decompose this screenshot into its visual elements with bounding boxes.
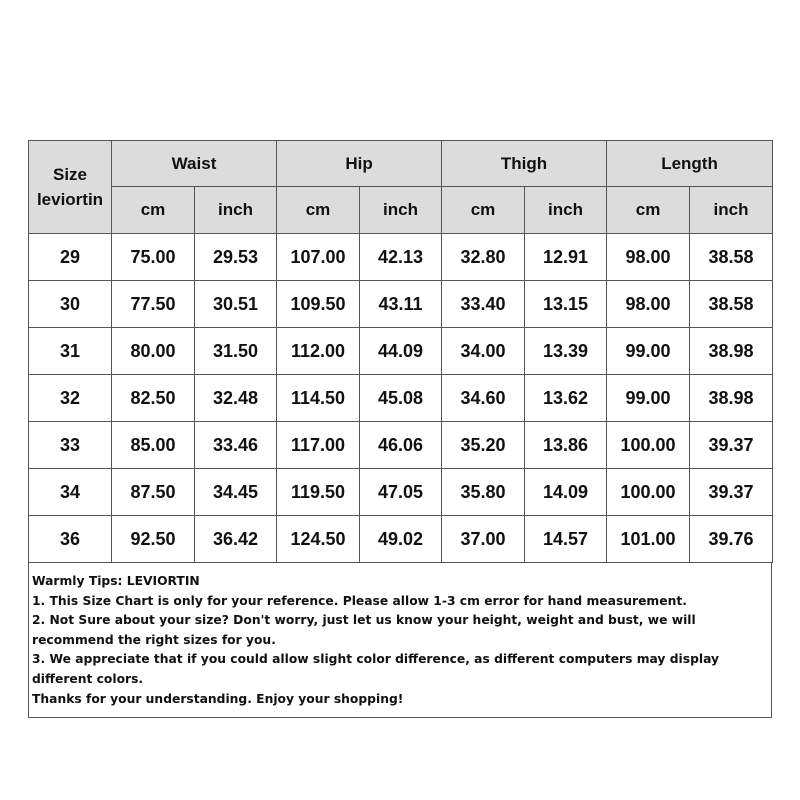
- measurement-cell: 38.98: [690, 328, 773, 375]
- table-row: [29, 234, 773, 281]
- measurement-cell: 92.50: [112, 516, 195, 563]
- unit-header-cm: cm: [442, 187, 525, 234]
- table-row: [29, 516, 773, 563]
- size-chart: [28, 140, 772, 718]
- measurement-cell: 33.46: [195, 422, 277, 469]
- tips-title: Warmly Tips: LEVIORTIN: [32, 574, 200, 588]
- brand-label: leviortin: [36, 190, 104, 209]
- measurement-cell: 114.50: [277, 375, 360, 422]
- tip-line: 2. Not Sure about your size? Don't worry, just let us know your height, weight and bust, we will recommend the right sizes for you.: [32, 613, 696, 647]
- measurement-cell: 35.20: [442, 422, 525, 469]
- measurement-cell: 14.09: [525, 469, 607, 516]
- measurement-cell: 13.62: [525, 375, 607, 422]
- thigh-header: Thigh: [442, 141, 607, 187]
- measurement-cell: 32.48: [195, 375, 277, 422]
- measurement-cell: 98.00: [607, 234, 690, 281]
- size-header-cell: [29, 141, 112, 234]
- table-row: [29, 375, 773, 422]
- measurement-cell: 39.37: [690, 422, 773, 469]
- measurement-cell: 101.00: [607, 516, 690, 563]
- size-table-body: [29, 234, 773, 563]
- measurement-cell: 47.05: [360, 469, 442, 516]
- table-row: [29, 328, 773, 375]
- tip-line: 1. This Size Chart is only for your reference. Please allow 1-3 cm error for hand measurement.: [32, 593, 687, 608]
- measurement-cell: 39.37: [690, 469, 773, 516]
- measurement-cell: 124.50: [277, 516, 360, 563]
- measurement-cell: 29.53: [195, 234, 277, 281]
- waist-header: Waist: [112, 141, 277, 187]
- size-cell: 34: [29, 469, 112, 516]
- size-cell: 31: [29, 328, 112, 375]
- unit-header-inch: inch: [690, 187, 773, 234]
- measurement-cell: 46.06: [360, 422, 442, 469]
- measurement-cell: 33.40: [442, 281, 525, 328]
- measurement-cell: 44.09: [360, 328, 442, 375]
- header-group-row: [29, 141, 773, 187]
- measurement-cell: 31.50: [195, 328, 277, 375]
- table-row: [29, 422, 773, 469]
- tips-box: [28, 563, 772, 718]
- measurement-cell: 42.13: [360, 234, 442, 281]
- measurement-cell: 30.51: [195, 281, 277, 328]
- measurement-cell: 119.50: [277, 469, 360, 516]
- measurement-cell: 77.50: [112, 281, 195, 328]
- measurement-cell: 99.00: [607, 328, 690, 375]
- unit-header-inch: inch: [195, 187, 277, 234]
- measurement-cell: 37.00: [442, 516, 525, 563]
- measurement-cell: 34.00: [442, 328, 525, 375]
- measurement-cell: 13.39: [525, 328, 607, 375]
- measurement-cell: 100.00: [607, 422, 690, 469]
- size-cell: 29: [29, 234, 112, 281]
- measurement-cell: 13.86: [525, 422, 607, 469]
- hip-header: Hip: [277, 141, 442, 187]
- measurement-cell: 87.50: [112, 469, 195, 516]
- length-header: Length: [607, 141, 773, 187]
- measurement-cell: 14.57: [525, 516, 607, 563]
- measurement-cell: 12.91: [525, 234, 607, 281]
- measurement-cell: 85.00: [112, 422, 195, 469]
- measurement-cell: 43.11: [360, 281, 442, 328]
- measurement-cell: 100.00: [607, 469, 690, 516]
- measurement-cell: 82.50: [112, 375, 195, 422]
- size-label: Size: [52, 165, 88, 184]
- measurement-cell: 80.00: [112, 328, 195, 375]
- measurement-cell: 38.58: [690, 281, 773, 328]
- measurement-cell: 75.00: [112, 234, 195, 281]
- unit-header-cm: cm: [277, 187, 360, 234]
- size-cell: 32: [29, 375, 112, 422]
- measurement-cell: 45.08: [360, 375, 442, 422]
- measurement-cell: 112.00: [277, 328, 360, 375]
- unit-header-inch: inch: [360, 187, 442, 234]
- tip-line: 3. We appreciate that if you could allow slight color difference, as different computers may display different colors.: [32, 652, 720, 686]
- measurement-cell: 32.80: [442, 234, 525, 281]
- table-row: [29, 469, 773, 516]
- measurement-cell: 35.80: [442, 469, 525, 516]
- measurement-cell: 34.45: [195, 469, 277, 516]
- header-units-row: [29, 187, 773, 234]
- measurement-cell: 98.00: [607, 281, 690, 328]
- measurement-cell: 38.58: [690, 234, 773, 281]
- measurement-cell: 39.76: [690, 516, 773, 563]
- measurement-cell: 99.00: [607, 375, 690, 422]
- measurement-cell: 13.15: [525, 281, 607, 328]
- measurement-cell: 34.60: [442, 375, 525, 422]
- measurement-cell: 107.00: [277, 234, 360, 281]
- size-cell: 30: [29, 281, 112, 328]
- measurement-cell: 36.42: [195, 516, 277, 563]
- unit-header-inch: inch: [525, 187, 607, 234]
- measurement-cell: 49.02: [360, 516, 442, 563]
- measurement-cell: 38.98: [690, 375, 773, 422]
- measurement-cell: 109.50: [277, 281, 360, 328]
- size-table: [28, 140, 773, 563]
- tips-closing: Thanks for your understanding. Enjoy your shopping!: [32, 691, 404, 706]
- measurement-cell: 117.00: [277, 422, 360, 469]
- table-row: [29, 281, 773, 328]
- size-cell: 33: [29, 422, 112, 469]
- unit-header-cm: cm: [607, 187, 690, 234]
- size-cell: 36: [29, 516, 112, 563]
- unit-header-cm: cm: [112, 187, 195, 234]
